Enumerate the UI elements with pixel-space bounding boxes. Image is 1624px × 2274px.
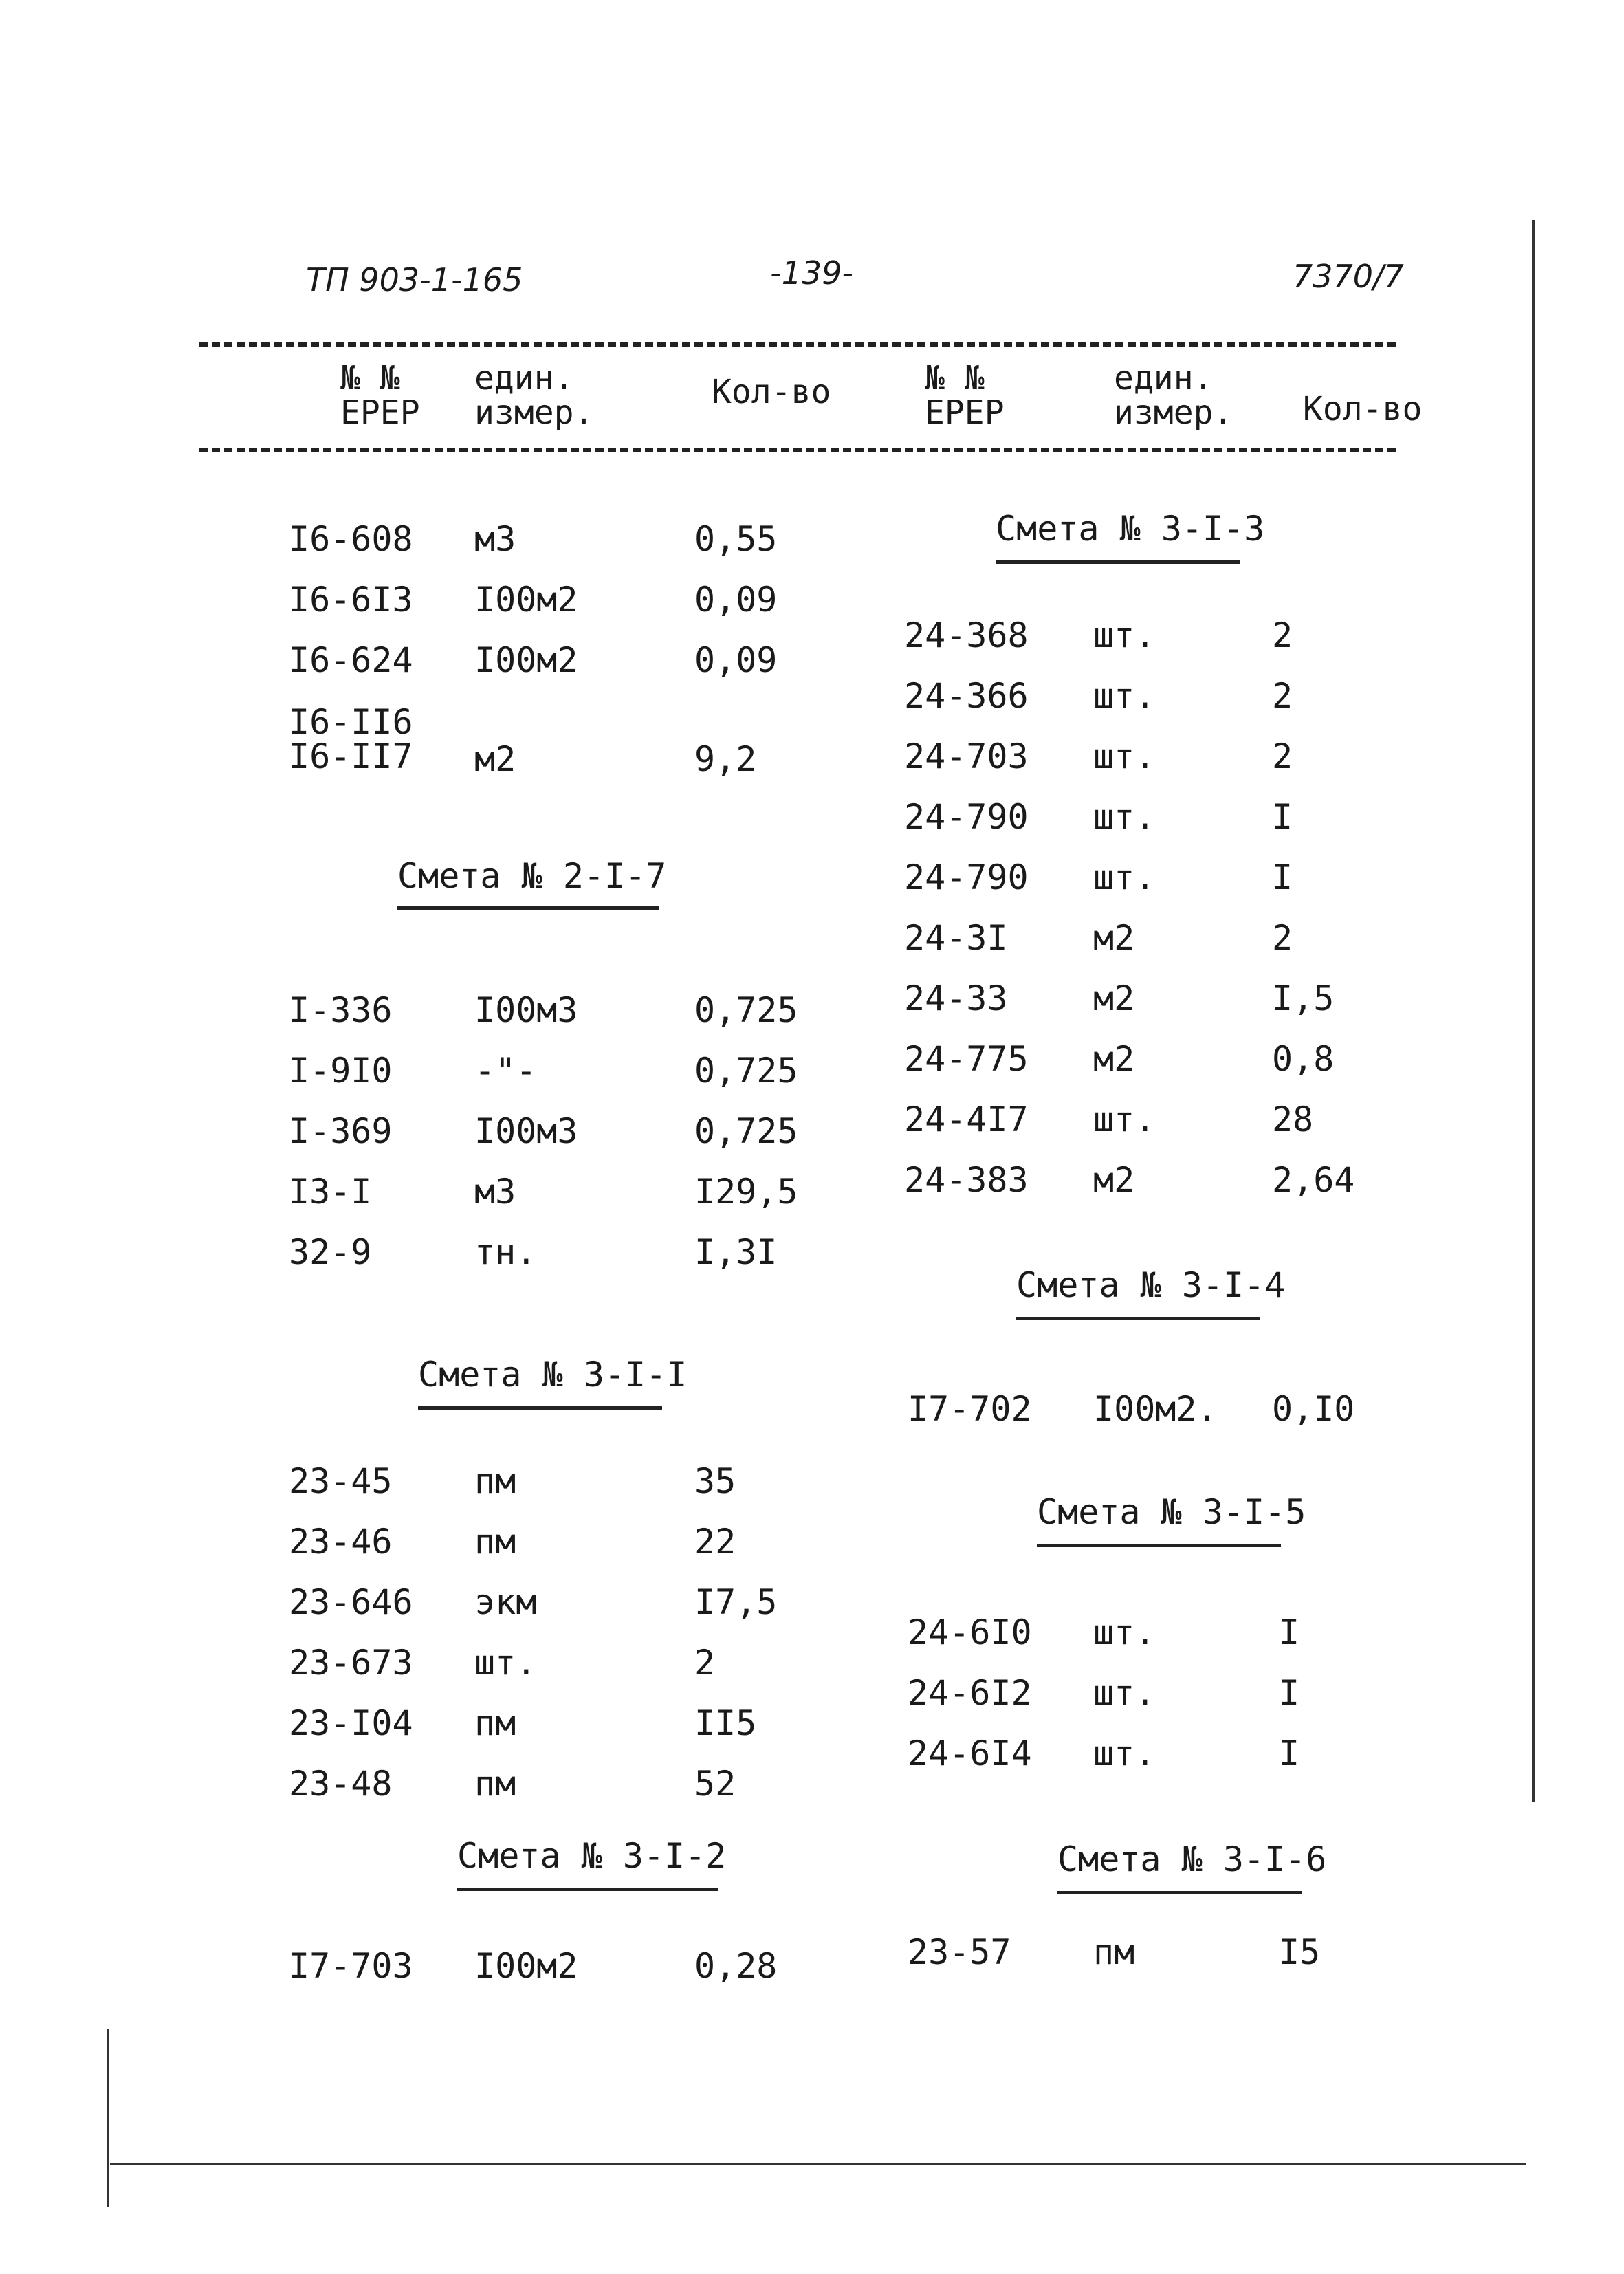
table-cell: шт. <box>1093 1612 1156 1652</box>
table-cell: 0,09 <box>694 640 778 680</box>
table-cell: 22 <box>694 1522 736 1562</box>
table-cell: 52 <box>694 1764 736 1804</box>
table-cell: 0,55 <box>694 519 778 559</box>
table-cell: 24-775 <box>904 1039 1029 1079</box>
table-cell: м2 <box>1093 918 1135 958</box>
table-cell: I00м3 <box>474 1111 578 1151</box>
table-cell: 23-646 <box>289 1582 413 1622</box>
table-cell: 2,64 <box>1272 1160 1355 1200</box>
table-cell: 2 <box>1272 676 1293 716</box>
table-cell: I <box>1279 1612 1300 1652</box>
table-cell: пм <box>474 1461 516 1501</box>
table-cell: 0,725 <box>694 1051 798 1091</box>
table-cell: м2 <box>1093 1039 1135 1079</box>
table-cell: I6-608 <box>289 519 413 559</box>
section-underline <box>1016 1317 1260 1320</box>
table-cell: I-336 <box>289 990 393 1030</box>
table-cell: I <box>1272 797 1293 837</box>
table-cell: I00м2. <box>1093 1389 1218 1429</box>
right-margin-line <box>1532 220 1535 1802</box>
table-cell: пм <box>1093 1932 1135 1972</box>
table-cell: 0,I0 <box>1272 1389 1355 1429</box>
table-cell: I00м2 <box>474 580 578 620</box>
header-bottom-rule <box>199 448 1396 452</box>
table-cell: I29,5 <box>694 1172 798 1212</box>
section-underline <box>418 1406 662 1410</box>
table-cell: I00м2 <box>474 1946 578 1986</box>
table-cell: I6-II6 I6-II7 <box>289 702 413 776</box>
table-cell: 0,09 <box>694 580 778 620</box>
header-top-rule <box>199 342 1396 347</box>
table-cell: м3 <box>474 1172 516 1212</box>
col-header-qty-right: Кол-во <box>1303 390 1423 428</box>
table-cell: I,3I <box>694 1232 778 1272</box>
table-cell: I5 <box>1279 1932 1321 1972</box>
table-cell: 2 <box>1272 736 1293 776</box>
table-cell: пм <box>474 1703 516 1743</box>
table-cell: 24-703 <box>904 736 1029 776</box>
table-cell: шт. <box>1093 736 1156 776</box>
table-cell: I7-703 <box>289 1946 413 1986</box>
table-cell: м2 <box>1093 979 1135 1018</box>
col-header-unit-right: един. измер. <box>1114 359 1233 432</box>
table-cell: 23-48 <box>289 1764 393 1804</box>
table-cell: I <box>1279 1673 1300 1713</box>
table-cell: 0,8 <box>1272 1039 1335 1079</box>
section-underline <box>1037 1544 1281 1547</box>
table-cell: пм <box>474 1522 516 1562</box>
table-cell: 2 <box>1272 918 1293 958</box>
table-cell: 9,2 <box>694 739 757 779</box>
table-cell: 24-790 <box>904 857 1029 897</box>
table-cell: 23-46 <box>289 1522 393 1562</box>
table-cell: 23-I04 <box>289 1703 413 1743</box>
section-underline <box>457 1888 718 1891</box>
table-cell: 23-45 <box>289 1461 393 1501</box>
table-cell: 28 <box>1272 1100 1314 1139</box>
table-cell: 35 <box>694 1461 736 1501</box>
table-cell: I <box>1272 857 1293 897</box>
table-cell: 2 <box>694 1643 716 1683</box>
section-underline <box>1057 1891 1302 1894</box>
table-cell: I6-624 <box>289 640 413 680</box>
table-cell: -"- <box>474 1051 537 1091</box>
table-cell: 0,725 <box>694 1111 798 1151</box>
table-cell: I00м2 <box>474 640 578 680</box>
bottom-frame-line <box>110 2163 1526 2165</box>
col-header-num-left: № № ЕРЕР <box>340 359 420 432</box>
table-cell: м2 <box>474 739 516 779</box>
section-underline <box>397 906 659 910</box>
table-cell: шт. <box>1093 857 1156 897</box>
table-cell: шт. <box>1093 676 1156 716</box>
table-cell: шт. <box>1093 615 1156 655</box>
table-cell: 2 <box>1272 615 1293 655</box>
table-cell: 24-368 <box>904 615 1029 655</box>
table-cell: 23-673 <box>289 1643 413 1683</box>
table-cell: 24-6I2 <box>908 1673 1032 1713</box>
table-cell: 24-383 <box>904 1160 1029 1200</box>
table-cell: 0,28 <box>694 1946 778 1986</box>
table-cell: 24-6I0 <box>908 1612 1032 1652</box>
table-cell: шт. <box>1093 1673 1156 1713</box>
col-header-qty-left: Кол-во <box>712 373 831 411</box>
col-header-num-right: № № ЕРЕР <box>925 359 1005 432</box>
section-underline <box>996 560 1240 564</box>
table-cell: 24-366 <box>904 676 1029 716</box>
table-cell: 24-4I7 <box>904 1100 1029 1139</box>
table-cell: шт. <box>474 1643 537 1683</box>
table-cell: м3 <box>474 519 516 559</box>
left-margin-line <box>107 2029 109 2207</box>
table-cell: I-369 <box>289 1111 393 1151</box>
section-title: Смета № 3-I-6 <box>1057 1839 1327 1879</box>
table-cell: экм <box>474 1582 537 1622</box>
table-cell: шт. <box>1093 1734 1156 1773</box>
section-title: Смета № 2-I-7 <box>397 856 667 896</box>
section-title: Смета № 3-I-2 <box>457 1836 727 1876</box>
section-title: Смета № 3-I-4 <box>1016 1265 1286 1305</box>
table-cell: I3-I <box>289 1172 372 1212</box>
table-cell: I00м3 <box>474 990 578 1030</box>
table-cell: 23-57 <box>908 1932 1011 1972</box>
section-title: Смета № 3-I-3 <box>996 509 1265 549</box>
table-cell: I6-6I3 <box>289 580 413 620</box>
table-cell: I-9I0 <box>289 1051 393 1091</box>
table-cell: тн. <box>474 1232 537 1272</box>
table-cell: II5 <box>694 1703 757 1743</box>
table-cell: I7,5 <box>694 1582 778 1622</box>
table-cell: I7-702 <box>908 1389 1032 1429</box>
section-title: Смета № 3-I-5 <box>1037 1492 1306 1532</box>
section-title: Смета № 3-I-I <box>418 1355 688 1395</box>
table-cell: 24-790 <box>904 797 1029 837</box>
col-header-unit-left: един. измер. <box>474 359 594 432</box>
page-number: -139- <box>770 254 853 292</box>
table-cell: м2 <box>1093 1160 1135 1200</box>
table-cell: 32-9 <box>289 1232 372 1272</box>
table-cell: 0,725 <box>694 990 798 1030</box>
table-cell: 24-3I <box>904 918 1008 958</box>
table-cell: 24-33 <box>904 979 1008 1018</box>
table-cell: шт. <box>1093 1100 1156 1139</box>
table-cell: пм <box>474 1764 516 1804</box>
table-cell: I,5 <box>1272 979 1335 1018</box>
sheet-id: 7370/7 <box>1293 258 1404 295</box>
table-cell: шт. <box>1093 797 1156 837</box>
doc-code: ТП 903-1-165 <box>306 261 523 298</box>
table-cell: I <box>1279 1734 1300 1773</box>
table-cell: 24-6I4 <box>908 1734 1032 1773</box>
